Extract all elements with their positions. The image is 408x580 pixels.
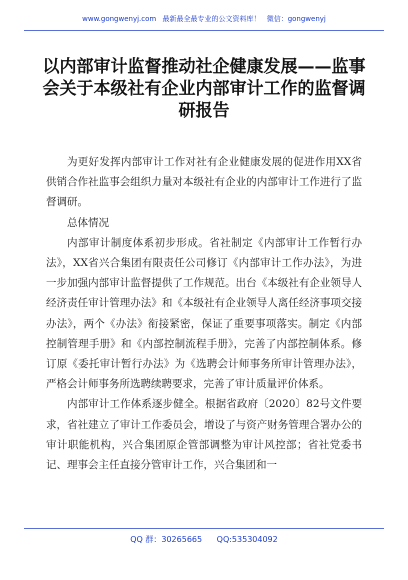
header-tagline: 最新最全最专业的公文资料库！ bbox=[162, 15, 261, 23]
body-paragraph-1: 内部审计制度体系初步形成。省社制定《内部审计工作暂行办法》，XX省兴合集团有限责任公司修订《内部审计工作办法》，为进一步加强内部审计监督提供了工作规范。出台《本级社有企业领导人经济责任审计管理办法》和《本级社有企业领导人离任经济事项交接办法》，两个《办法》衔接紧密，保证了重要事项落实。制定《内部控制管理手册》和《内部控制流程手册》，完善了内部控制体系。修订原《委托审计暂行办法》为《选聘会计师事务所审计管理办法》，严格会计师事务所选聘续聘要求，完善了审计质量评价体系。 bbox=[46, 236, 362, 391]
document-title: 以内部审计监督推动社企健康发展——监事会关于本级社有企业内部审计工作的监督调研报告 bbox=[42, 57, 366, 121]
header-text bbox=[0, 14, 408, 24]
header-wechat: 微信：gongwenyj bbox=[266, 15, 326, 23]
footer-qq: QQ:535304092 bbox=[216, 535, 278, 544]
header-divider bbox=[24, 30, 384, 31]
document-body bbox=[46, 152, 362, 475]
footer-qq-group: QQ 群：30265665 bbox=[130, 535, 203, 544]
body-paragraph-2: 内部审计工作体系逐步健全。根据省政府〔2020〕82号文件要求，省社建立了审计工作委员会，增设了与资产财务管理合署办公的审计职能机构，兴合集团原企管部调整为审计风控部；省社党委书记、理事会主任直接分管审计工作，兴合集团和一 bbox=[46, 398, 362, 472]
page-header bbox=[0, 0, 408, 44]
section-heading: 总体情况 bbox=[67, 216, 109, 229]
intro-paragraph: 为更好发挥内部审计工作对社有企业健康发展的促进作用XX省供销合作社监事会组织力量对本级社有企业的内部审计工作进行了监督调研。 bbox=[46, 156, 362, 209]
footer-divider bbox=[24, 528, 384, 529]
header-site-link[interactable]: www.gongwenyj.com bbox=[82, 15, 157, 23]
page-footer bbox=[0, 534, 408, 545]
